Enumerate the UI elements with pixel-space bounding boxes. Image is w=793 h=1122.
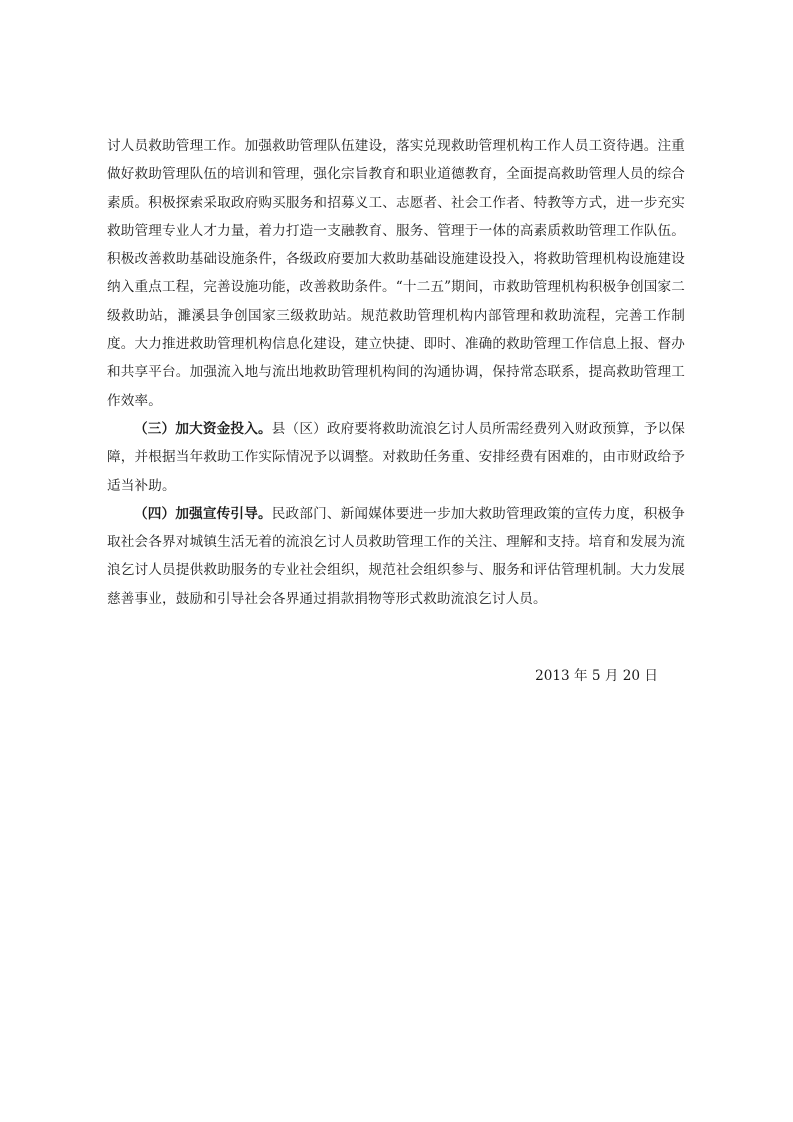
paragraph-staffing-continued — [107, 132, 685, 415]
section-heading-publicity: （四）加强宣传引导。 — [134, 505, 272, 522]
paragraph-text: 民政部门、新闻媒体要进一步加大救助管理政策的宣传力度，积极争取社会各界对城镇生活无着的流浪乞讨人员救助管理工作的关注、理解和支持。培育和发展为流浪乞讨人员提供救助服务的专业社会组织，规范社会组织参与、服务和评估管理机制。大力发展慈善事业，鼓励和引导社会各界通过捐款捐物等形式救助流浪乞讨人员。 — [107, 505, 686, 607]
paragraph-publicity — [107, 500, 685, 613]
section-heading-funding: （三）加大资金投入。 — [134, 420, 272, 437]
paragraph-funding — [107, 415, 685, 500]
document-date: 2013 年 5 月 20 日 — [535, 668, 658, 684]
paragraph-text: 讨人员救助管理工作。加强救助管理队伍建设，落实兑现救助管理机构工作人员工资待遇。注重做好救助管理队伍的培训和管理，强化宗旨教育和职业道德教育，全面提高救助管理人员的综合素质。积极探索采取政府购买服务和招募义工、志愿者、社会工作者、特教等方式，进一步充实救助管理专业人才力量，着力打造一支融教育、服务、管理于一体的高素质救助管理工作队伍。积极改善救助基础设施条件，各级政府要加大救助基础设施建设投入，将救助管理机构设施建设纳入重点工程，完善设施功能，改善救助条件。“十二五”期间，市救助管理机构积极争创国家二级救助站，濉溪县争创国家三级救助站。规范救助管理机构内部管理和救助流程，完善工作制度。大力推进救助管理机构信息化建设，建立快捷、即时、准确的救助管理工作信息上报、督办和共享平台。加强流入地与流出地救助管理机构间的沟通协调，保持常态联系，提高救助管理工作效率。 — [107, 138, 685, 409]
document-body — [107, 132, 685, 613]
paragraph-text: 县（区）政府要将救助流浪乞讨人员所需经费列入财政预算，予以保障，并根据当年救助工作实际情况予以调整。对救助任务重、安排经费有困难的，由市财政给予适当补助。 — [107, 420, 686, 494]
